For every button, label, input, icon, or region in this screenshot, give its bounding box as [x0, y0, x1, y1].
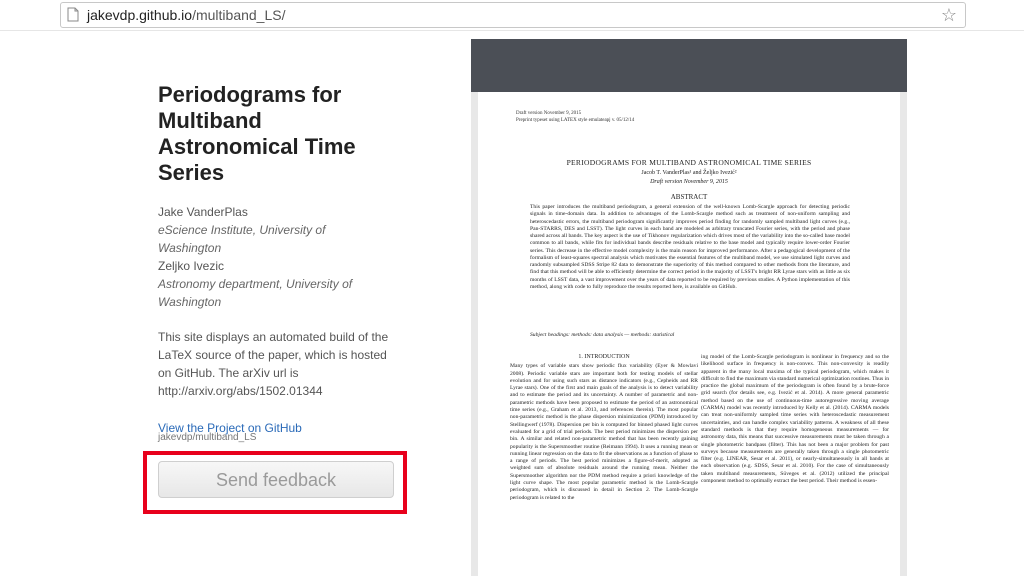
pdf-viewer[interactable] [471, 39, 907, 576]
site-description [158, 328, 398, 400]
author-name: Jake VanderPlas [158, 205, 248, 219]
page-title: Periodograms for Multiband Astronomical Time Series [158, 82, 356, 185]
author-affiliation: Astronomy department, University of Washington [158, 277, 353, 309]
paper-column-right [701, 354, 889, 485]
subject-headings: Subject headings: methods: data analysis — methods: statistical [530, 332, 675, 338]
page-icon [67, 7, 79, 22]
paper-title: PERIODOGRAMS FOR MULTIBAND ASTRONOMICAL TIME SERIES [566, 158, 812, 167]
url-host: jakevdp.github.io [87, 7, 193, 23]
paper-draft-date: Draft version November 9, 2015 [650, 179, 728, 185]
draft-line: Draft version November 9, 2015 [516, 111, 582, 116]
repo-name: jakevdp/multiband_LS [158, 432, 257, 443]
abstract-text: This paper introduces the multiband periodogram, a general extension of the well-known Lomb-Scargle approach for detecting periodic signals in time-domain data. In addition to advantages of the Lomb-Scargle method such as treatment of non-uniform sampling and heteroscedastic errors, the multiband periodogram significantly improves period finding for randomly sampled multiband light curves (e.g., Pan-STARRS, DES and LSST). The light curves in each band are modeled as arbitrary truncated Fourier series, with the period and phase shared across all bands. The key aspect is the use of Tikhonov regularization which drives most of the variability into the so-called base model common to all bands, while fits for individual bands describe residuals relative to the base model and typically require lower-order Fourier series. This decrease in the effective model complexity is the main reason for improved performance. After a pedagogical development of the formalism of least-squares spectral analysis which motivates the essential features of the multiband model, we use simulated light curves and randomly subsampled SDSS Stripe 82 data to demonstrate the superiority of this method compared to other methods from the literature, and find that this method will be able to efficiently determine the correct period in the majority of LSST's bright RR Lyrae stars with as little as six months of LSST data, a vast improvement over the years of data reported to be required by previous studies. A Python implementation of this method, along with code to fully reproduce the results reported here, is available on GitHub. [530, 204, 850, 290]
paper-page [478, 92, 900, 576]
bookmark-star-icon[interactable]: ☆ [940, 5, 957, 25]
paper-column-left [510, 354, 698, 502]
send-feedback-button[interactable]: Send feedback [158, 461, 394, 498]
view-project-link[interactable]: View the Project on GitHub [158, 421, 302, 435]
column-text: ing model of the Lomb-Scargle periodogram is nonlinear in frequency and so the likelihood surface in frequency is non-convex. This non-convexity is readily apparent in the many local maxima of the typical periodogram, which makes it difficult to find the maximum via standard numerical optimization routines. Thus in practice the global maximum of the periodogram is often found by a brute-force grid search (for details see, e.g. Ivezić et al. 2014). A more general parametric method based on the use of continuous-time autoregressive moving average (CARMA) model was recently introduced by Kelly et al. (2014). CARMA models can treat non-uniformly sampled time series with heteroscedastic measurement uncertainties, and can handle complex variability patterns. A weakness of all these standard methods is that they require homogeneous measurements — for astronomy data, this means that successive measurements must be taken through a single photometric bandpass (filter). This has not been a major problem for past surveys because measurements are generally taken through a single photometric filter (e.g. LINEAR, Sesar et al. 2011), or nearly-simultaneously in all bands at each observation (e.g. SDSS, Sesar et al. 2010). For the case of simultaneously taken multiband measurements, Süveges et al. (2012) utilized the principal component method to optimally extract the best period. Their method is essen- [701, 354, 889, 485]
column-text: Many types of variable stars show periodic flux variability (Eyer & Mowlavi 2008). Periodic variable stars are important both for testing models of stellar evolution and for using such stars as distance indicators (e.g., Cepheids and RR Lyrae stars). One of the first and main goals of the analysis is to detect variability and to estimate the period and its uncertainty. A number of parametric and non-parametric methods have been proposed to estimate the period of an astronomical time series (e.g., Graham et al. 2013, and references therein). The most popular non-parametric method is the phase dispersion minimization (PDM) introduced by Stellingwerf (1978). Dispersion per bin is computed for binned phased light curves evaluated for a grid of trial periods. The best period minimizes the dispersion per bin. A similar and related non-parametric method that has been recently gaining popularity is the Supersmoother routine (Reimann 1994). It uses a running mean or running linear regression on the data to fit the observations as a function of phase to a range of periods. The best period minimizes a figure-of-merit, adopted as weighted sum of absolute residuals around the running mean. Neither the Supersmoother algorithm nor the PDM method require a priori knowledge of the light curve shape. The most popular parametric method is the Lomb-Scargle periodogram, which is discussed in detail in Section 2. The Lomb-Scargle periodogram is related to the [510, 363, 698, 501]
url-text [87, 7, 285, 23]
highlight-box [143, 451, 407, 514]
arxiv-url: http://arxiv.org/abs/1502.01344 [158, 384, 323, 398]
author-affiliation: eScience Institute, University of Washington [158, 223, 326, 255]
url-path: /multiband_LS/ [192, 7, 286, 23]
description-text: This site displays an automated build of the LaTeX source of the paper, which is hosted on GitHub. The arXiv url is [158, 330, 389, 380]
section-heading: 1. INTRODUCTION [578, 354, 630, 360]
viewer-toolbar [471, 39, 907, 92]
toolbar-divider [0, 30, 1024, 31]
draft-line: Preprint typeset using LATEX style emulateapj v. 05/12/14 [516, 118, 635, 123]
draft-header [516, 110, 634, 124]
address-bar[interactable] [60, 2, 966, 28]
paper-authors: Jacob T. VanderPlas¹ and Željko Ivezić² [641, 170, 737, 176]
abstract-heading: ABSTRACT [670, 193, 708, 201]
author-name: Zeljko Ivezic [158, 259, 225, 273]
